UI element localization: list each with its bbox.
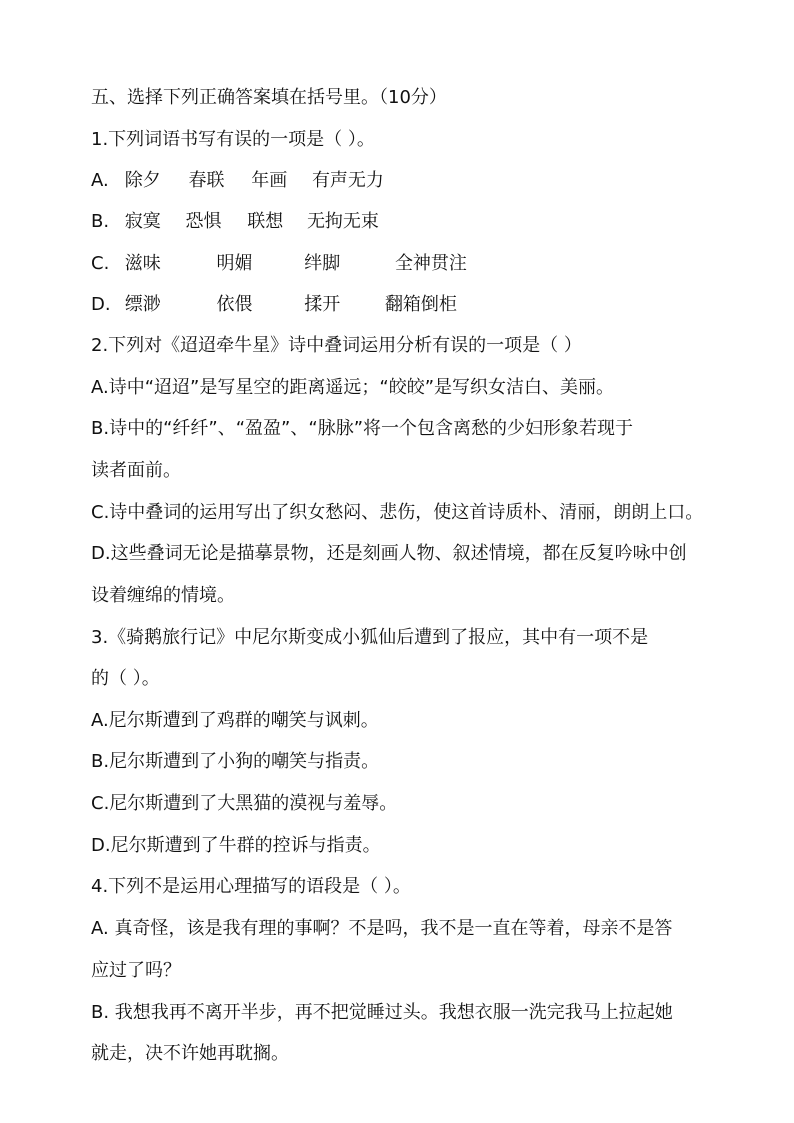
- question-3-option-d: D.尼尔斯遭到了牛群的控诉与指责。: [91, 835, 381, 856]
- option-word: 联想: [247, 211, 284, 232]
- option-label: D.: [91, 294, 111, 315]
- question-1-option-d: [91, 293, 457, 317]
- section-title: 五、选择下列正确答案填在括号里。（10分）: [91, 87, 447, 108]
- question-1-option-a: [91, 169, 384, 193]
- question-2-option-c: C.诗中叠词的运用写出了织女愁闷、悲伤，使这首诗质朴、清丽，朗朗上口。: [91, 502, 704, 523]
- option-word: 全神贯注: [394, 253, 467, 274]
- question-2-stem: 2.下列对《迢迢牵牛星》诗中叠词运用分析有误的一项是（ ）: [91, 335, 582, 356]
- option-word: 依偎: [216, 294, 253, 315]
- question-3-option-b: B.尼尔斯遭到了小狗的嘲笑与指责。: [91, 751, 380, 772]
- question-4-stem: 4.下列不是运用心理描写的语段是（ ）。: [91, 876, 411, 897]
- option-word: 恐惧: [185, 211, 222, 232]
- question-2-option-b-cont: 读者面前。: [91, 460, 181, 481]
- option-label: A.: [91, 170, 109, 191]
- question-4-option-a-cont: 应过了吗？: [91, 960, 181, 981]
- question-3-stem: 3.《骑鹅旅行记》中尼尔斯变成小狐仙后遭到了报应，其中有一项不是: [91, 627, 649, 648]
- option-word: 揉开: [304, 294, 341, 315]
- option-word: 绊脚: [304, 253, 341, 274]
- question-1-option-b: [91, 210, 379, 234]
- option-word: 年画: [251, 170, 288, 191]
- option-word: 除夕: [124, 170, 161, 191]
- option-word: 寂寞: [124, 211, 161, 232]
- option-word: 春联: [188, 170, 225, 191]
- question-1-stem: 1.下列词语书写有误的一项是（ ）。: [91, 129, 375, 150]
- question-2-option-a: A.诗中“迢迢”是写星空的距离遥远；“皎皎”是写织女洁白、美丽。: [91, 377, 615, 398]
- question-4-option-b-cont: 就走，决不许她再耽搁。: [91, 1043, 289, 1064]
- question-4-option-b: B. 我想我再不离开半步，再不把觉睡过头。我想衣服一洗完我马上拉起她: [91, 1002, 673, 1023]
- option-word: 无拘无束: [306, 211, 379, 232]
- option-word: 有声无力: [311, 170, 384, 191]
- question-4-option-a: A. 真奇怪，该是我有理的事啊？不是吗，我不是一直在等着，母亲不是答: [91, 918, 673, 939]
- question-3-option-c: C.尼尔斯遭到了大黑猫的漠视与羞辱。: [91, 793, 398, 814]
- option-word: 明媚: [216, 253, 253, 274]
- question-2-option-d-cont: 设着缠绵的情境。: [91, 585, 235, 606]
- question-1-option-c: [91, 252, 467, 276]
- option-word: 缥渺: [124, 294, 161, 315]
- option-word: 滋味: [124, 253, 161, 274]
- option-label: B.: [91, 211, 110, 232]
- option-word: 翻箱倒柜: [384, 294, 457, 315]
- option-label: C.: [91, 253, 110, 274]
- question-2-option-b: B.诗中的“纤纤”、“盈盈”、“脉脉”将一个包含离愁的少妇形象若现于: [91, 418, 634, 439]
- question-2-option-d: D.这些叠词无论是描摹景物，还是刻画人物、叙述情境，都在反复吟咏中创: [91, 543, 687, 564]
- question-3-option-a: A.尼尔斯遭到了鸡群的嘲笑与讽刺。: [91, 710, 379, 731]
- question-3-stem-cont: 的（ ）。: [91, 668, 160, 689]
